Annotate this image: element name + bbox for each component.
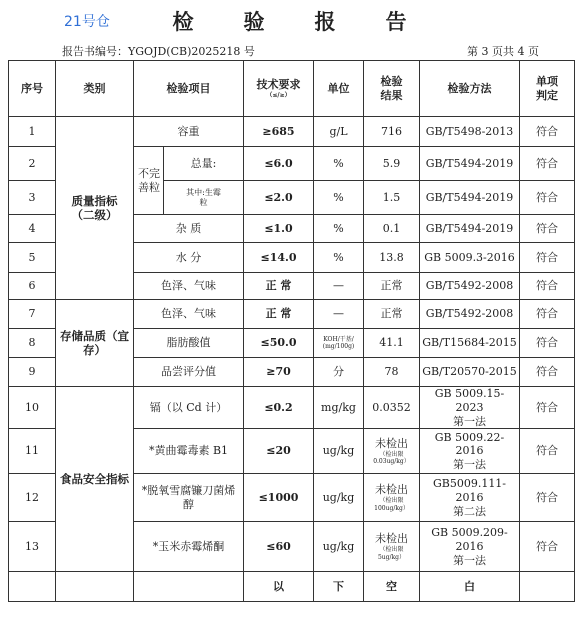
row-result: 5.9 bbox=[364, 147, 420, 181]
row-item: 脂肪酸值 bbox=[134, 329, 244, 358]
header-item: 检验项目 bbox=[134, 61, 244, 117]
row-item: 水 分 bbox=[134, 243, 244, 273]
row-method: GB 5009.209-2016 第一法 bbox=[420, 522, 520, 572]
row-item: 总量: bbox=[164, 147, 244, 181]
footer-char: 白 bbox=[420, 572, 520, 602]
row-method: GB/T5492-2008 bbox=[420, 300, 520, 329]
row-result: 未检出 （检出限 100ug/kg） bbox=[364, 474, 420, 522]
row-unit: ug/kg bbox=[314, 522, 364, 572]
row-judgement: 符合 bbox=[520, 117, 575, 147]
row-method: GB 5009.3-2016 bbox=[420, 243, 520, 273]
row-item: 其中:生霉粒 bbox=[164, 181, 244, 215]
row-method: GB 5009.22-2016 第一法 bbox=[420, 429, 520, 474]
row-method: GB/T5494-2019 bbox=[420, 181, 520, 215]
row-unit: ug/kg bbox=[314, 474, 364, 522]
row-item: 色泽、气味 bbox=[134, 300, 244, 329]
row-unit: % bbox=[314, 243, 364, 273]
row-judgement: 符合 bbox=[520, 273, 575, 300]
header-category: 类别 bbox=[56, 61, 134, 117]
row-item: 镉（以 Cd 计） bbox=[134, 387, 244, 429]
row-no: 13 bbox=[9, 522, 56, 572]
row-method: GB/T5492-2008 bbox=[420, 273, 520, 300]
category-safety: 食品安全指标 bbox=[56, 387, 134, 572]
row-unit: % bbox=[314, 215, 364, 243]
table-row bbox=[9, 117, 575, 147]
category-quality: 质量指标（二级） bbox=[56, 117, 134, 300]
row-requirement: 正 常 bbox=[244, 300, 314, 329]
row-requirement: ≤20 bbox=[244, 429, 314, 474]
row-judgement: 符合 bbox=[520, 387, 575, 429]
row-result: 未检出 （检出限 0.03ug/kg） bbox=[364, 429, 420, 474]
row-item: *脱氧雪腐镰刀菌烯醇 bbox=[134, 474, 244, 522]
row-unit: — bbox=[314, 273, 364, 300]
row-requirement: ≤2.0 bbox=[244, 181, 314, 215]
row-no: 8 bbox=[9, 329, 56, 358]
row-method: GB/T5498-2013 bbox=[420, 117, 520, 147]
row-no: 9 bbox=[9, 358, 56, 387]
row-result: 未检出 （检出限 5ug/kg） bbox=[364, 522, 420, 572]
title-char: 报 bbox=[314, 10, 338, 34]
table-row bbox=[9, 387, 575, 429]
report-number: 报告书编号：YGOJD(CB)2025218 号 bbox=[62, 45, 255, 58]
row-item: 容重 bbox=[134, 117, 244, 147]
row-result: 正常 bbox=[364, 300, 420, 329]
row-unit: 分 bbox=[314, 358, 364, 387]
warehouse-tag: 21号仓 bbox=[64, 14, 110, 30]
header-row bbox=[9, 61, 575, 117]
row-no: 10 bbox=[9, 387, 56, 429]
header-result: 检验结果 bbox=[364, 61, 420, 117]
row-no: 2 bbox=[9, 147, 56, 181]
footer-char: 空 bbox=[364, 572, 420, 602]
row-judgement: 符合 bbox=[520, 215, 575, 243]
inspection-table bbox=[8, 60, 575, 602]
title-char: 验 bbox=[243, 10, 267, 34]
row-requirement: ≤1000 bbox=[244, 474, 314, 522]
row-requirement: ≤1.0 bbox=[244, 215, 314, 243]
row-judgement: 符合 bbox=[520, 300, 575, 329]
row-requirement: ≤60 bbox=[244, 522, 314, 572]
row-unit: ug/kg bbox=[314, 429, 364, 474]
row-judgement: 符合 bbox=[520, 329, 575, 358]
row-requirement: 正 常 bbox=[244, 273, 314, 300]
row-judgement: 符合 bbox=[520, 358, 575, 387]
row-result: 716 bbox=[364, 117, 420, 147]
row-no: 4 bbox=[9, 215, 56, 243]
row-requirement: ≥70 bbox=[244, 358, 314, 387]
row-method: GB/T5494-2019 bbox=[420, 215, 520, 243]
header-unit: 单位 bbox=[314, 61, 364, 117]
footer-row bbox=[9, 572, 575, 602]
row-requirement: ≤0.2 bbox=[244, 387, 314, 429]
row-judgement: 符合 bbox=[520, 181, 575, 215]
row-item: *玉米赤霉烯酮 bbox=[134, 522, 244, 572]
row-unit: mg/kg bbox=[314, 387, 364, 429]
row-unit: % bbox=[314, 181, 364, 215]
row-judgement: 符合 bbox=[520, 147, 575, 181]
row-requirement: ≤6.0 bbox=[244, 147, 314, 181]
row-result: 0.1 bbox=[364, 215, 420, 243]
row-no: 3 bbox=[9, 181, 56, 215]
row-unit: % bbox=[314, 147, 364, 181]
header-no: 序号 bbox=[9, 61, 56, 117]
row-unit: g/L bbox=[314, 117, 364, 147]
title-char: 告 bbox=[385, 10, 409, 34]
row-no: 12 bbox=[9, 474, 56, 522]
row-requirement: ≤14.0 bbox=[244, 243, 314, 273]
footer-char: 以 bbox=[244, 572, 314, 602]
row-no: 11 bbox=[9, 429, 56, 474]
row-unit: KOH/干基/ (mg/100g) bbox=[314, 329, 364, 358]
page-info: 第 3 页共 4 页 bbox=[467, 45, 539, 58]
row-judgement: 符合 bbox=[520, 474, 575, 522]
row-no: 1 bbox=[9, 117, 56, 147]
row-item: 色泽、气味 bbox=[134, 273, 244, 300]
footer-char: 下 bbox=[314, 572, 364, 602]
row-no: 7 bbox=[9, 300, 56, 329]
row-item: *黄曲霉毒素 B1 bbox=[134, 429, 244, 474]
table-row bbox=[9, 300, 575, 329]
row-result: 41.1 bbox=[364, 329, 420, 358]
row-unit: — bbox=[314, 300, 364, 329]
header-requirement: 技术要求 （≤/≥） bbox=[244, 61, 314, 117]
title-char: 检 bbox=[172, 10, 196, 34]
row-judgement: 符合 bbox=[520, 429, 575, 474]
row-item: 杂 质 bbox=[134, 215, 244, 243]
row-result: 13.8 bbox=[364, 243, 420, 273]
row-method: GB/T15684-2015 bbox=[420, 329, 520, 358]
row-method: GB/T5494-2019 bbox=[420, 147, 520, 181]
row-no: 6 bbox=[9, 273, 56, 300]
category-storage: 存储品质（宜存） bbox=[56, 300, 134, 387]
unsound-kernel-label: 不完善粒 bbox=[134, 147, 164, 215]
row-method: GB 5009.15-2023 第一法 bbox=[420, 387, 520, 429]
row-result: 0.0352 bbox=[364, 387, 420, 429]
report-title bbox=[0, 6, 581, 36]
row-result: 78 bbox=[364, 358, 420, 387]
row-method: GB5009.111-2016 第二法 bbox=[420, 474, 520, 522]
header-method: 检验方法 bbox=[420, 61, 520, 117]
row-no: 5 bbox=[9, 243, 56, 273]
row-result: 1.5 bbox=[364, 181, 420, 215]
row-judgement: 符合 bbox=[520, 243, 575, 273]
header-judgement: 单项判定 bbox=[520, 61, 575, 117]
row-method: GB/T20570-2015 bbox=[420, 358, 520, 387]
row-requirement: ≤50.0 bbox=[244, 329, 314, 358]
row-item: 品尝评分值 bbox=[134, 358, 244, 387]
row-requirement: ≥685 bbox=[244, 117, 314, 147]
row-result: 正常 bbox=[364, 273, 420, 300]
row-judgement: 符合 bbox=[520, 522, 575, 572]
